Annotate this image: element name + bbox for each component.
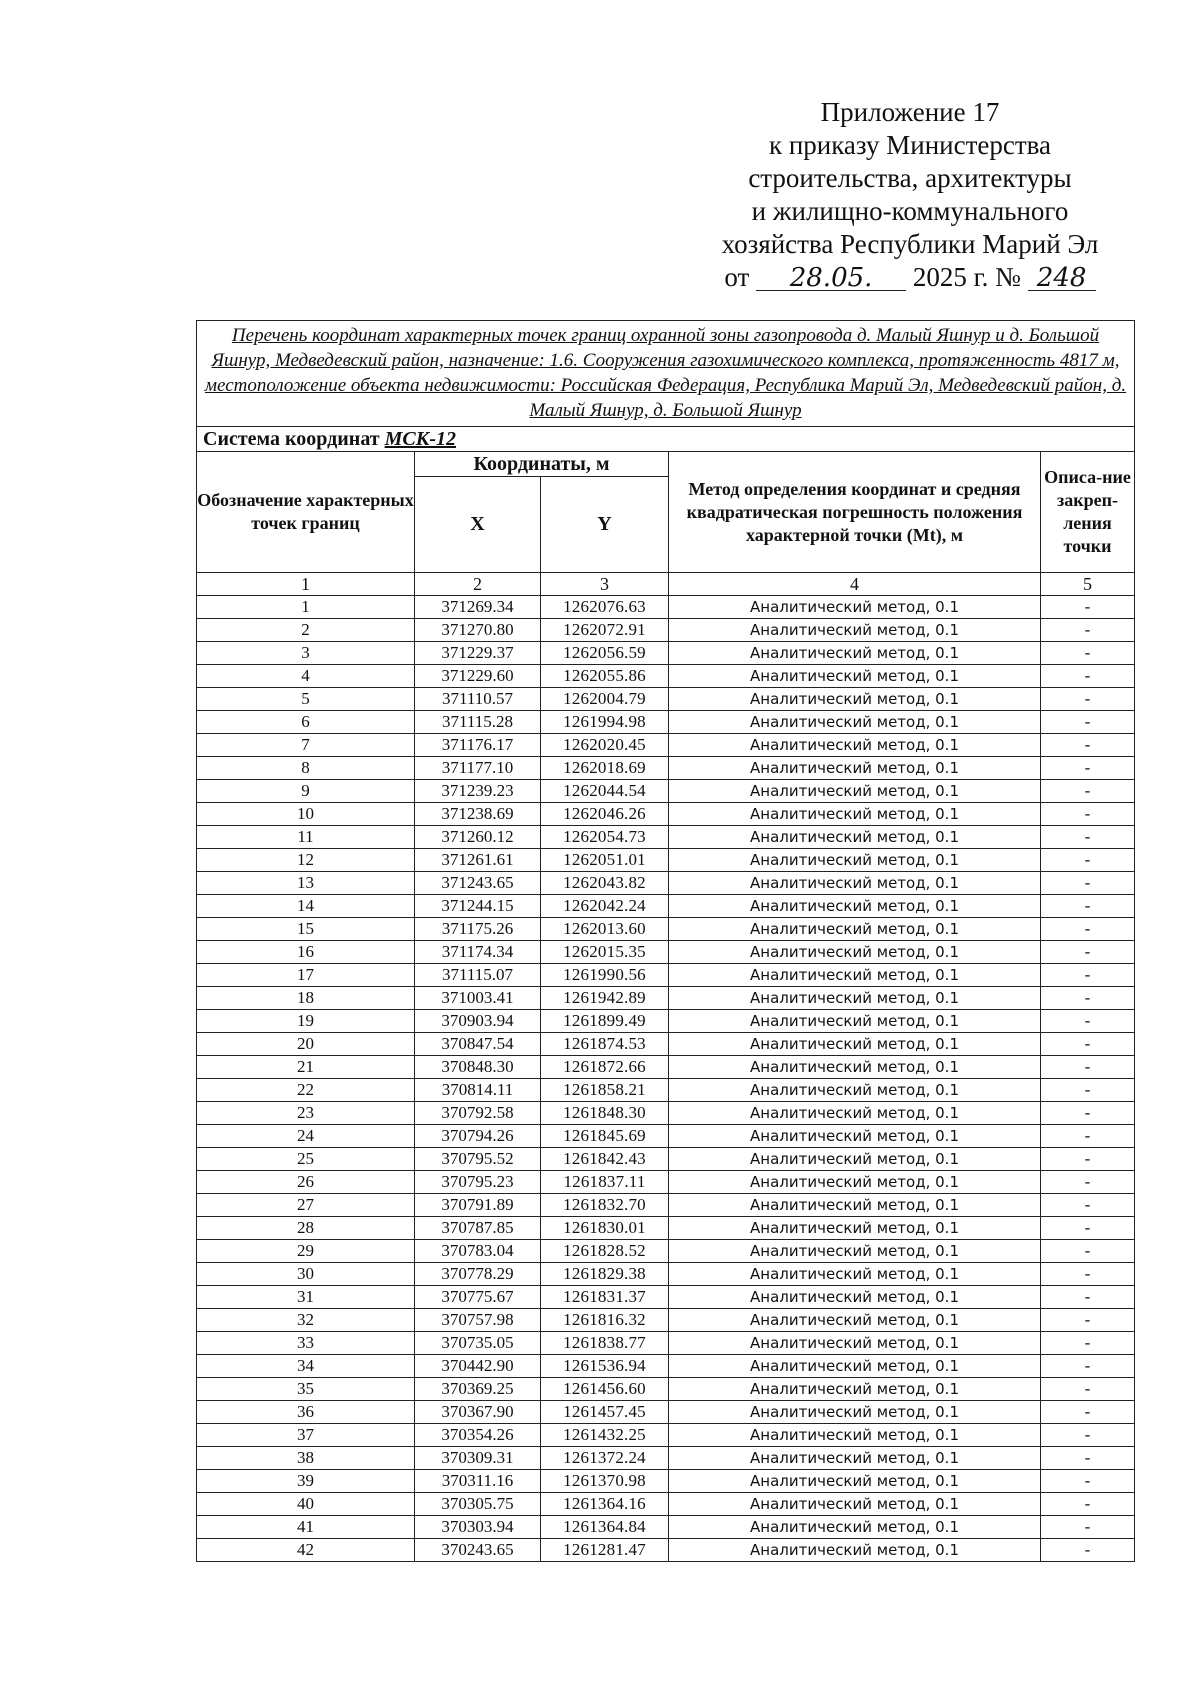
description-cell: - [1041,1332,1135,1355]
table-row [197,665,1135,688]
x-coordinate-cell: 370354.26 [415,1424,541,1447]
table-row [197,1332,1135,1355]
y-coordinate-cell: 1261832.70 [541,1194,669,1217]
method-cell: Аналитический метод, 0.1 [669,1493,1041,1516]
method-cell: Аналитический метод, 0.1 [669,1539,1041,1562]
method-cell: Аналитический метод, 0.1 [669,918,1041,941]
method-cell: Аналитический метод, 0.1 [669,1033,1041,1056]
table-row [197,1125,1135,1148]
x-coordinate-cell: 370369.25 [415,1378,541,1401]
y-coordinate-cell: 1262054.73 [541,826,669,849]
description-cell: - [1041,895,1135,918]
point-number-cell: 38 [197,1447,415,1470]
x-coordinate-cell: 371229.60 [415,665,541,688]
description-cell: - [1041,711,1135,734]
description-cell: - [1041,1516,1135,1539]
y-coordinate-cell: 1261457.45 [541,1401,669,1424]
header-line: и жилищно-коммунального [751,196,1069,226]
y-coordinate-cell: 1262015.35 [541,941,669,964]
y-coordinate-cell: 1262042.24 [541,895,669,918]
caption-row [197,321,1135,427]
description-cell: - [1041,1240,1135,1263]
y-coordinate-cell: 1262004.79 [541,688,669,711]
point-number-cell: 25 [197,1148,415,1171]
y-coordinate-cell: 1261899.49 [541,1010,669,1033]
method-cell: Аналитический метод, 0.1 [669,1217,1041,1240]
x-coordinate-cell: 370792.58 [415,1102,541,1125]
method-cell: Аналитический метод, 0.1 [669,757,1041,780]
table-row [197,734,1135,757]
table-row [197,1194,1135,1217]
y-coordinate-cell: 1261990.56 [541,964,669,987]
table-row [197,1378,1135,1401]
method-cell: Аналитический метод, 0.1 [669,1171,1041,1194]
x-coordinate-cell: 371175.26 [415,918,541,941]
y-coordinate-cell: 1261837.11 [541,1171,669,1194]
header-line: Приложение 17 [820,97,1000,127]
description-cell: - [1041,964,1135,987]
column-number: 4 [669,573,1041,596]
y-coordinate-cell: 1261370.98 [541,1470,669,1493]
method-cell: Аналитический метод, 0.1 [669,987,1041,1010]
point-number-cell: 30 [197,1263,415,1286]
x-coordinate-cell: 370243.65 [415,1539,541,1562]
description-cell: - [1041,918,1135,941]
x-coordinate-cell: 370303.94 [415,1516,541,1539]
method-cell: Аналитический метод, 0.1 [669,1240,1041,1263]
point-number-cell: 2 [197,619,415,642]
table-row [197,1355,1135,1378]
y-coordinate-cell: 1261858.21 [541,1079,669,1102]
method-cell: Аналитический метод, 0.1 [669,665,1041,688]
point-number-cell: 1 [197,596,415,619]
x-coordinate-cell: 370442.90 [415,1355,541,1378]
description-cell: - [1041,1010,1135,1033]
method-cell: Аналитический метод, 0.1 [669,1470,1041,1493]
description-cell: - [1041,1355,1135,1378]
description-cell: - [1041,941,1135,964]
header-description: Описа-ние закреп-ления точки [1041,452,1135,573]
y-coordinate-cell: 1261432.25 [541,1424,669,1447]
coordinate-system [197,427,1135,452]
order-prefix: от [724,262,750,292]
description-cell: - [1041,1033,1135,1056]
x-coordinate-cell: 370795.52 [415,1148,541,1171]
table-row [197,711,1135,734]
y-coordinate-cell: 1261942.89 [541,987,669,1010]
method-cell: Аналитический метод, 0.1 [669,1286,1041,1309]
point-number-cell: 37 [197,1424,415,1447]
point-number-cell: 13 [197,872,415,895]
point-number-cell: 39 [197,1470,415,1493]
description-cell: - [1041,1401,1135,1424]
table-row [197,642,1135,665]
table-row [197,1171,1135,1194]
description-cell: - [1041,1447,1135,1470]
point-number-cell: 12 [197,849,415,872]
point-number-cell: 41 [197,1516,415,1539]
table-row [197,596,1135,619]
method-cell: Аналитический метод, 0.1 [669,1010,1041,1033]
table-row [197,1263,1135,1286]
order-year: 2025 г. № [912,262,1021,292]
point-number-cell: 11 [197,826,415,849]
table-row [197,1401,1135,1424]
y-coordinate-cell: 1261848.30 [541,1102,669,1125]
point-number-cell: 24 [197,1125,415,1148]
point-number-cell: 9 [197,780,415,803]
table-row [197,1470,1135,1493]
method-cell: Аналитический метод, 0.1 [669,1102,1041,1125]
point-number-cell: 22 [197,1079,415,1102]
y-coordinate-cell: 1262013.60 [541,918,669,941]
table-row [197,1148,1135,1171]
point-number-cell: 32 [197,1309,415,1332]
coordinates-table [196,320,1135,1562]
y-coordinate-cell: 1261281.47 [541,1539,669,1562]
point-number-cell: 14 [197,895,415,918]
y-coordinate-cell: 1261536.94 [541,1355,669,1378]
description-cell: - [1041,1125,1135,1148]
table-row [197,872,1135,895]
x-coordinate-cell: 371115.07 [415,964,541,987]
method-cell: Аналитический метод, 0.1 [669,734,1041,757]
method-cell: Аналитический метод, 0.1 [669,1309,1041,1332]
method-cell: Аналитический метод, 0.1 [669,1148,1041,1171]
table-row [197,1079,1135,1102]
table-row [197,1309,1135,1332]
method-cell: Аналитический метод, 0.1 [669,596,1041,619]
x-coordinate-cell: 370847.54 [415,1033,541,1056]
method-cell: Аналитический метод, 0.1 [669,1424,1041,1447]
point-number-cell: 17 [197,964,415,987]
table-row [197,803,1135,826]
x-coordinate-cell: 370814.11 [415,1079,541,1102]
table-row [197,987,1135,1010]
description-cell: - [1041,1263,1135,1286]
y-coordinate-cell: 1261842.43 [541,1148,669,1171]
table-row [197,1102,1135,1125]
x-coordinate-cell: 370791.89 [415,1194,541,1217]
table-row [197,1286,1135,1309]
y-coordinate-cell: 1262020.45 [541,734,669,757]
method-cell: Аналитический метод, 0.1 [669,964,1041,987]
x-coordinate-cell: 370757.98 [415,1309,541,1332]
y-coordinate-cell: 1261456.60 [541,1378,669,1401]
method-cell: Аналитический метод, 0.1 [669,1194,1041,1217]
point-number-cell: 16 [197,941,415,964]
table-row [197,895,1135,918]
y-coordinate-cell: 1261828.52 [541,1240,669,1263]
y-coordinate-cell: 1261829.38 [541,1263,669,1286]
table-row [197,1516,1135,1539]
point-number-cell: 15 [197,918,415,941]
table-row [197,1493,1135,1516]
system-label: Система координат [203,428,380,450]
method-cell: Аналитический метод, 0.1 [669,1056,1041,1079]
table-row [197,1056,1135,1079]
point-number-cell: 27 [197,1194,415,1217]
point-number-cell: 35 [197,1378,415,1401]
point-number-cell: 5 [197,688,415,711]
table-row [197,941,1135,964]
point-number-cell: 7 [197,734,415,757]
description-cell: - [1041,1286,1135,1309]
y-coordinate-cell: 1261364.16 [541,1493,669,1516]
method-cell: Аналитический метод, 0.1 [669,1263,1041,1286]
description-cell: - [1041,803,1135,826]
column-number: 1 [197,573,415,596]
table-row [197,1010,1135,1033]
y-coordinate-cell: 1262018.69 [541,757,669,780]
x-coordinate-cell: 371177.10 [415,757,541,780]
x-coordinate-cell: 370794.26 [415,1125,541,1148]
x-coordinate-cell: 371239.23 [415,780,541,803]
description-cell: - [1041,642,1135,665]
description-cell: - [1041,1424,1135,1447]
description-cell: - [1041,1309,1135,1332]
point-number-cell: 34 [197,1355,415,1378]
description-cell: - [1041,1148,1135,1171]
description-cell: - [1041,1378,1135,1401]
header-row [197,452,1135,477]
table-row [197,1539,1135,1562]
method-cell: Аналитический метод, 0.1 [669,780,1041,803]
table-row [197,964,1135,987]
method-cell: Аналитический метод, 0.1 [669,1447,1041,1470]
description-cell: - [1041,757,1135,780]
x-coordinate-cell: 371174.34 [415,941,541,964]
description-cell: - [1041,1194,1135,1217]
table-row [197,780,1135,803]
method-cell: Аналитический метод, 0.1 [669,803,1041,826]
x-coordinate-cell: 370795.23 [415,1171,541,1194]
x-coordinate-cell: 370783.04 [415,1240,541,1263]
method-cell: Аналитический метод, 0.1 [669,1516,1041,1539]
x-coordinate-cell: 370305.75 [415,1493,541,1516]
x-coordinate-cell: 370775.67 [415,1286,541,1309]
appendix-header [700,96,1120,294]
description-cell: - [1041,826,1135,849]
column-number: 3 [541,573,669,596]
table-row [197,1424,1135,1447]
point-number-cell: 19 [197,1010,415,1033]
y-coordinate-cell: 1261816.32 [541,1309,669,1332]
order-number: 248 [1028,266,1096,291]
description-cell: - [1041,734,1135,757]
table-row [197,826,1135,849]
order-line [700,261,1120,294]
description-cell: - [1041,872,1135,895]
method-cell: Аналитический метод, 0.1 [669,642,1041,665]
description-cell: - [1041,849,1135,872]
x-coordinate-cell: 371260.12 [415,826,541,849]
table-row [197,688,1135,711]
method-cell: Аналитический метод, 0.1 [669,872,1041,895]
y-coordinate-cell: 1261838.77 [541,1332,669,1355]
y-coordinate-cell: 1262056.59 [541,642,669,665]
header-method: Метод определения координат и средняя квадратическая погрешность положения характерной точки (Mt), м [669,452,1041,573]
description-cell: - [1041,1470,1135,1493]
y-coordinate-cell: 1262055.86 [541,665,669,688]
y-coordinate-cell: 1262051.01 [541,849,669,872]
x-coordinate-cell: 371176.17 [415,734,541,757]
description-cell: - [1041,987,1135,1010]
point-number-cell: 18 [197,987,415,1010]
point-number-cell: 40 [197,1493,415,1516]
column-number: 2 [415,573,541,596]
table-row [197,757,1135,780]
point-number-cell: 31 [197,1286,415,1309]
point-number-cell: 36 [197,1401,415,1424]
point-number-cell: 4 [197,665,415,688]
table-row [197,1240,1135,1263]
header-y: Y [541,477,669,573]
x-coordinate-cell: 370309.31 [415,1447,541,1470]
system-value: МСК-12 [384,428,456,450]
table-row [197,1217,1135,1240]
description-cell: - [1041,1171,1135,1194]
y-coordinate-cell: 1261874.53 [541,1033,669,1056]
method-cell: Аналитический метод, 0.1 [669,1401,1041,1424]
y-coordinate-cell: 1262046.26 [541,803,669,826]
point-number-cell: 10 [197,803,415,826]
method-cell: Аналитический метод, 0.1 [669,619,1041,642]
system-row [197,427,1135,452]
method-cell: Аналитический метод, 0.1 [669,941,1041,964]
method-cell: Аналитический метод, 0.1 [669,1125,1041,1148]
description-cell: - [1041,1493,1135,1516]
method-cell: Аналитический метод, 0.1 [669,1355,1041,1378]
table-row [197,619,1135,642]
y-coordinate-cell: 1261372.24 [541,1447,669,1470]
x-coordinate-cell: 370311.16 [415,1470,541,1493]
y-coordinate-cell: 1262043.82 [541,872,669,895]
y-coordinate-cell: 1261845.69 [541,1125,669,1148]
table-caption: Перечень координат характерных точек границ охранной зоны газопровода д. Малый Яшнур и д. Большой Яшнур, Медведевский район, назначение: 1.6. Сооружения газохимического комплекса, протяженность 4817 м, местоположение объекта недвижимости: Российская Федерация, Республика Марий Эл, Медведевский район, д. Малый Яшнур, д. Большой Яшнур [197,321,1135,427]
x-coordinate-cell: 371003.41 [415,987,541,1010]
y-coordinate-cell: 1261830.01 [541,1217,669,1240]
x-coordinate-cell: 371115.28 [415,711,541,734]
x-coordinate-cell: 371269.34 [415,596,541,619]
description-cell: - [1041,1217,1135,1240]
x-coordinate-cell: 370367.90 [415,1401,541,1424]
order-date: 28.05. [756,266,906,291]
method-cell: Аналитический метод, 0.1 [669,1378,1041,1401]
point-number-cell: 33 [197,1332,415,1355]
description-cell: - [1041,688,1135,711]
method-cell: Аналитический метод, 0.1 [669,849,1041,872]
description-cell: - [1041,665,1135,688]
table-row [197,1033,1135,1056]
description-cell: - [1041,1056,1135,1079]
x-coordinate-cell: 370848.30 [415,1056,541,1079]
x-coordinate-cell: 371244.15 [415,895,541,918]
x-coordinate-cell: 370903.94 [415,1010,541,1033]
header-line: к приказу Министерства [768,130,1052,160]
point-number-cell: 42 [197,1539,415,1562]
method-cell: Аналитический метод, 0.1 [669,895,1041,918]
point-number-cell: 23 [197,1102,415,1125]
x-coordinate-cell: 370787.85 [415,1217,541,1240]
point-number-cell: 26 [197,1171,415,1194]
description-cell: - [1041,619,1135,642]
header-coords: Координаты, м [415,452,669,477]
header-designation: Обозначение характерных точек границ [197,452,415,573]
description-cell: - [1041,1079,1135,1102]
method-cell: Аналитический метод, 0.1 [669,1332,1041,1355]
column-number: 5 [1041,573,1135,596]
y-coordinate-cell: 1262076.63 [541,596,669,619]
point-number-cell: 28 [197,1217,415,1240]
header-line: строительства, архитектуры [748,163,1072,193]
x-coordinate-cell: 371261.61 [415,849,541,872]
header-line: хозяйства Республики Марий Эл [721,229,1099,259]
header-x: X [415,477,541,573]
y-coordinate-cell: 1261994.98 [541,711,669,734]
method-cell: Аналитический метод, 0.1 [669,688,1041,711]
x-coordinate-cell: 371238.69 [415,803,541,826]
column-numbers-row [197,573,1135,596]
x-coordinate-cell: 370735.05 [415,1332,541,1355]
table-row [197,918,1135,941]
x-coordinate-cell: 371229.37 [415,642,541,665]
x-coordinate-cell: 371243.65 [415,872,541,895]
x-coordinate-cell: 371270.80 [415,619,541,642]
description-cell: - [1041,1102,1135,1125]
method-cell: Аналитический метод, 0.1 [669,711,1041,734]
point-number-cell: 8 [197,757,415,780]
method-cell: Аналитический метод, 0.1 [669,826,1041,849]
table-row [197,849,1135,872]
x-coordinate-cell: 370778.29 [415,1263,541,1286]
description-cell: - [1041,1539,1135,1562]
x-coordinate-cell: 371110.57 [415,688,541,711]
point-number-cell: 21 [197,1056,415,1079]
y-coordinate-cell: 1261364.84 [541,1516,669,1539]
y-coordinate-cell: 1261831.37 [541,1286,669,1309]
point-number-cell: 6 [197,711,415,734]
y-coordinate-cell: 1261872.66 [541,1056,669,1079]
point-number-cell: 3 [197,642,415,665]
table-row [197,1447,1135,1470]
point-number-cell: 20 [197,1033,415,1056]
y-coordinate-cell: 1262044.54 [541,780,669,803]
method-cell: Аналитический метод, 0.1 [669,1079,1041,1102]
y-coordinate-cell: 1262072.91 [541,619,669,642]
description-cell: - [1041,780,1135,803]
description-cell: - [1041,596,1135,619]
point-number-cell: 29 [197,1240,415,1263]
